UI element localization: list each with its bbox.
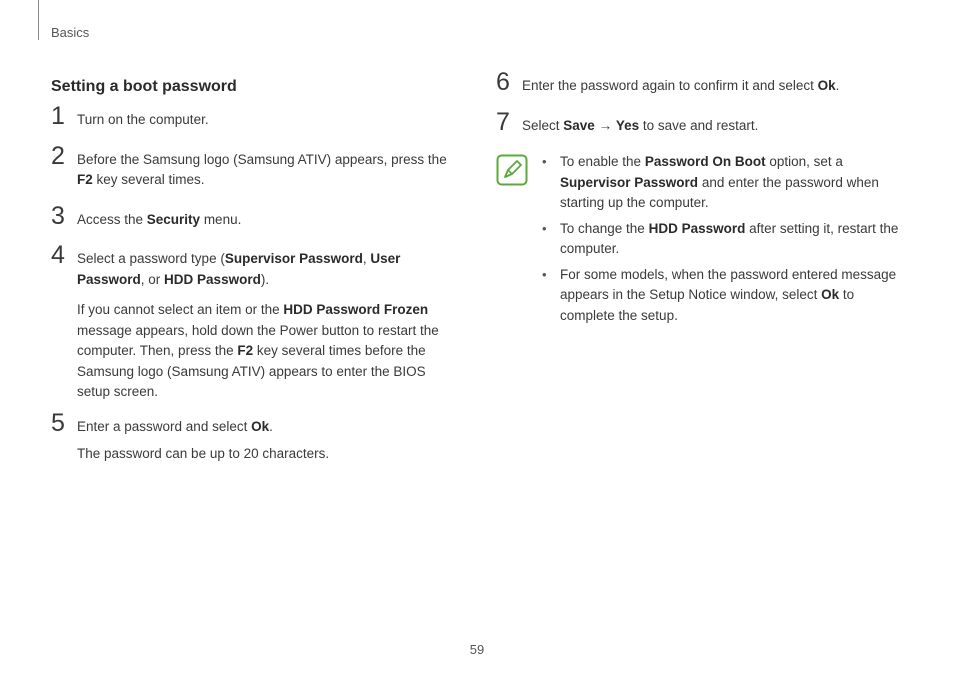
text-run: Turn on the computer.: [77, 112, 209, 127]
note-pencil-icon: [496, 154, 528, 186]
bold-term: HDD Password: [164, 271, 261, 287]
text-run: message appears, hold down the Power button to restart the computer. Then, press the: [77, 322, 439, 358]
bold-term: Supervisor Password: [560, 174, 699, 190]
step-text: [77, 150, 451, 191]
note-box: [496, 152, 906, 326]
text-run: To change the: [560, 220, 649, 236]
text-run: →: [594, 117, 616, 133]
step-7: [496, 107, 906, 137]
step-number: 6: [496, 68, 510, 96]
text-run: Before the Samsung logo (Samsung ATIV) appears, press the: [77, 151, 447, 167]
bold-term: Security: [146, 211, 201, 227]
bold-term: User Password: [77, 251, 401, 287]
bold-term: Password On Boot: [644, 154, 766, 169]
bullet: •: [542, 220, 547, 236]
corner-divider: [38, 0, 39, 40]
bold-term: HDD Password: [648, 220, 746, 236]
note-item: [540, 219, 906, 260]
text-run: to complete the setup.: [560, 287, 855, 323]
bold-term: Ok: [817, 78, 836, 93]
bold-term: Yes: [615, 117, 640, 133]
step-1: [51, 102, 451, 131]
step-text: [522, 116, 906, 137]
bold-term: Ok: [251, 418, 270, 434]
step-text: [522, 76, 906, 97]
bullet: •: [542, 154, 547, 169]
text-run: , or: [140, 271, 165, 287]
note-text: [560, 267, 896, 323]
bold-term: Save: [563, 117, 595, 133]
text-run: .: [269, 418, 273, 434]
section-title: Setting a boot password: [51, 78, 237, 95]
step-note: [77, 300, 451, 403]
section-header: Basics: [51, 25, 90, 40]
step-text: [77, 417, 451, 438]
text-run: If you cannot select an item or the: [77, 302, 284, 317]
step-2: [51, 141, 451, 191]
step-number: 4: [51, 241, 65, 269]
step-text: [77, 249, 451, 290]
text-run: .: [835, 78, 840, 93]
bold-term: HDD Password Frozen: [283, 302, 429, 317]
text-run: ).: [260, 271, 270, 287]
step-number: 1: [51, 102, 65, 130]
text-run: Select a password type (: [77, 251, 225, 266]
step-note: [77, 444, 451, 465]
text-run: key several times.: [92, 172, 205, 187]
step-number: 3: [51, 201, 65, 230]
bullet: •: [542, 266, 547, 282]
note-item: [540, 265, 906, 327]
text-run: key several times before the Samsung logo (Samsung ATIV) appears to enter the BIOS setup screen.: [77, 343, 426, 399]
step-5: [51, 408, 451, 465]
note-text: [560, 154, 879, 210]
page-number: 59: [469, 642, 485, 657]
text-run: and enter the password when starting up the computer.: [560, 174, 879, 210]
right-column: [496, 68, 906, 331]
note-item: [540, 152, 906, 214]
text-run: ,: [362, 251, 371, 266]
text-run: menu.: [200, 211, 242, 227]
step-text: [77, 210, 451, 231]
text-run: Select: [522, 117, 564, 133]
note-list: [540, 152, 906, 326]
text-run: after setting it, restart the computer.: [560, 220, 899, 256]
text-run: Access the: [77, 211, 147, 227]
step-4: [51, 241, 451, 403]
bold-term: F2: [77, 172, 93, 187]
step-3: [51, 201, 451, 231]
step-number: 7: [496, 107, 510, 136]
text-run: Enter the password again to confirm it and select: [522, 78, 818, 93]
step-6: [496, 68, 906, 97]
text-run: to save and restart.: [639, 117, 759, 133]
left-column: [51, 78, 451, 465]
bold-term: Supervisor Password: [224, 251, 363, 266]
step-number: 5: [51, 408, 65, 437]
text-run: Enter a password and select: [77, 418, 252, 434]
text-run: option, set a: [765, 154, 843, 169]
text-run: To enable the: [560, 154, 645, 169]
bold-term: F2: [237, 343, 254, 358]
note-text: [560, 221, 898, 257]
step-text: [77, 110, 451, 131]
bold-term: Ok: [821, 287, 840, 302]
text-run: For some models, when the password entered message appears in the Setup Notice window, select: [560, 266, 897, 302]
step-number: 2: [51, 141, 65, 170]
text-run: The password can be up to 20 characters.: [77, 446, 330, 461]
